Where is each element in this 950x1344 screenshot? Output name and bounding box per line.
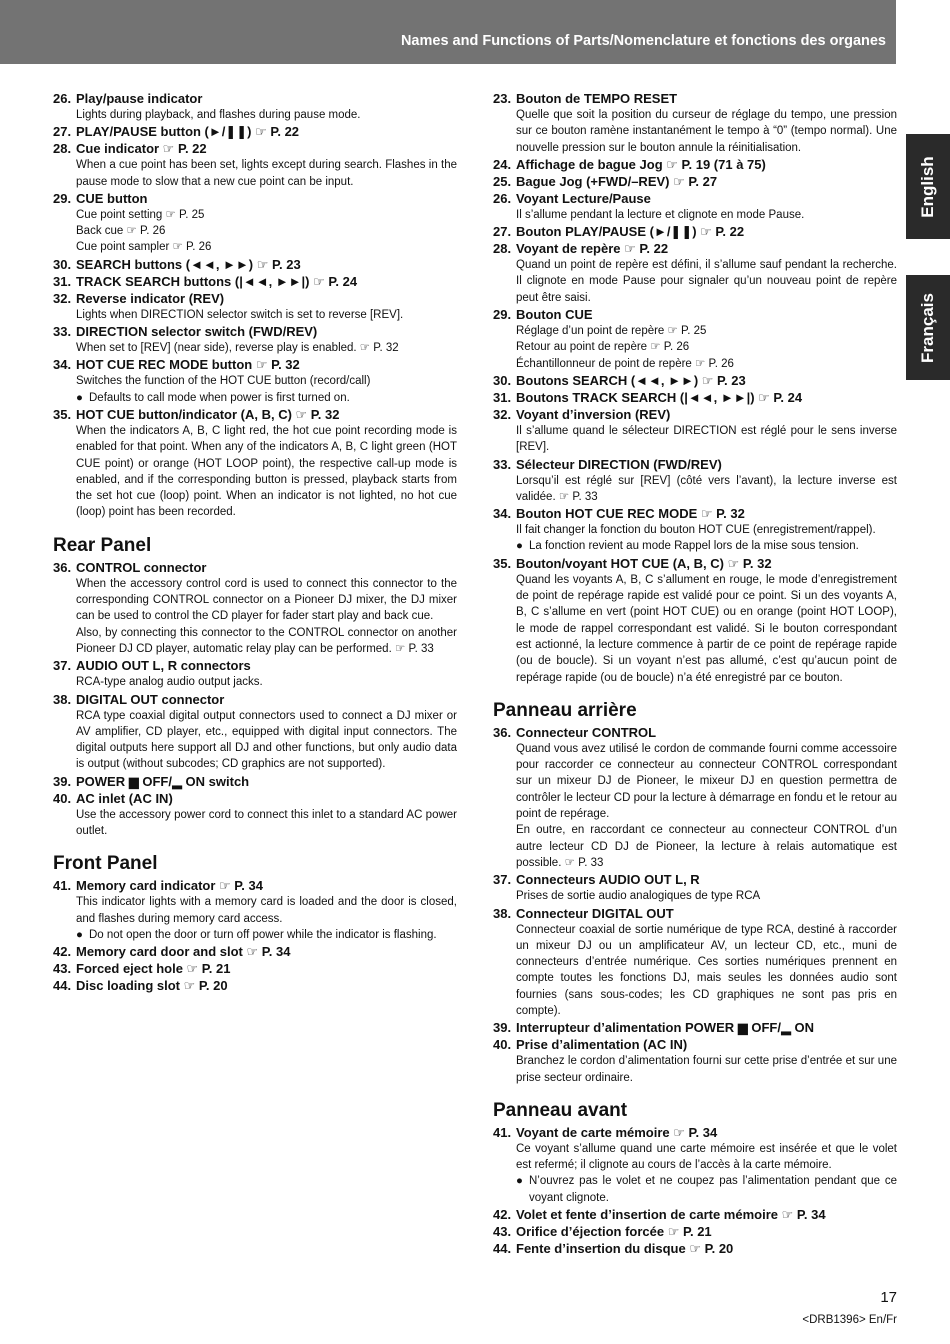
item-title: TRACK SEARCH buttons (|◄◄, ►►|) ☞ P. 24 bbox=[76, 273, 358, 289]
item-title: Memory card door and slot ☞ P. 34 bbox=[76, 944, 291, 960]
list-item bbox=[493, 389, 897, 406]
item-number: 39. bbox=[493, 1020, 512, 1036]
item-number: 32. bbox=[493, 406, 512, 422]
item-title-row bbox=[53, 977, 457, 994]
item-title: Interrupteur d’alimentation POWER ▆ OFF/▂ ON bbox=[516, 1020, 815, 1036]
item-number: 33. bbox=[53, 324, 72, 340]
list-item bbox=[53, 559, 457, 657]
item-number: 36. bbox=[53, 559, 72, 575]
item-title-row bbox=[493, 1206, 897, 1223]
item-number: 26. bbox=[53, 91, 72, 106]
item-title-row bbox=[493, 389, 897, 406]
item-title: Memory card indicator ☞ P. 34 bbox=[76, 878, 263, 894]
item-title: Bouton PLAY/PAUSE (►/❚❚) ☞ P. 22 bbox=[516, 224, 745, 240]
french-column bbox=[493, 90, 897, 1257]
item-title-row bbox=[493, 90, 897, 107]
item-number: 29. bbox=[493, 307, 512, 323]
item-title-row bbox=[493, 1124, 897, 1141]
item-description: Quand un point de repère est défini, il s’allume sauf pendant la recherche. Il clignote en mode Pause pour signaler qu’un nouveau point de repère peut être saisi. bbox=[516, 259, 897, 304]
item-title-row bbox=[493, 1019, 897, 1036]
bullet-note bbox=[516, 1173, 897, 1206]
item-title-row bbox=[493, 1240, 897, 1257]
list-item bbox=[53, 190, 457, 256]
item-title: Bouton de TEMPO RESET bbox=[516, 91, 678, 106]
item-title: HOT CUE REC MODE button ☞ P. 32 bbox=[76, 357, 300, 373]
list-item bbox=[53, 290, 457, 323]
item-title: Boutons TRACK SEARCH (|◄◄, ►►|) ☞ P. 24 bbox=[516, 389, 803, 405]
list-item bbox=[53, 273, 457, 290]
item-description: Use the accessory power cord to connect this inlet to a standard AC power outlet. bbox=[76, 808, 457, 838]
list-item bbox=[493, 240, 897, 306]
item-description: Cue point sampler ☞ P. 26 bbox=[76, 241, 212, 254]
item-title-row bbox=[493, 724, 897, 741]
item-title-row bbox=[53, 877, 457, 894]
item-title: Disc loading slot ☞ P. 20 bbox=[76, 978, 228, 994]
item-title-row bbox=[53, 790, 457, 807]
item-description: En outre, en raccordant ce connecteur au connecteur CONTROL d’un autre lecteur CD DJ de Pioneer, la lecture à relais automatique est possible. ☞ P. 33 bbox=[516, 824, 897, 869]
list-item bbox=[493, 173, 897, 190]
item-title: SEARCH buttons (◄◄, ►►) ☞ P. 23 bbox=[76, 256, 301, 272]
item-description: Lorsqu’il est réglé sur [REV] (côté vers l’avant), la lecture inverse est validée. ☞ P. 33 bbox=[516, 474, 897, 503]
item-number: 35. bbox=[53, 406, 72, 422]
list-item bbox=[493, 306, 897, 372]
bullet-note bbox=[76, 390, 457, 406]
item-number: 40. bbox=[493, 1037, 512, 1053]
item-description: This indicator lights with a memory card is loaded and the door is closed, and flashes during memory card access. bbox=[76, 896, 457, 925]
item-title-row bbox=[53, 140, 457, 157]
item-number: 37. bbox=[493, 872, 512, 888]
item-title: Bague Jog (+FWD/–REV) ☞ P. 27 bbox=[516, 173, 718, 189]
bullet-text: La fonction revient au mode Rappel lors de la mise sous tension. bbox=[529, 540, 859, 553]
item-title: Connecteurs AUDIO OUT L, R bbox=[516, 872, 700, 888]
item-title: DIGITAL OUT connector bbox=[76, 691, 225, 707]
item-description: Il s’allume quand le sélecteur DIRECTION est réglé pour le sens inverse [REV]. bbox=[516, 424, 897, 454]
tab-francais[interactable] bbox=[906, 275, 950, 380]
item-number: 42. bbox=[53, 944, 72, 960]
item-number: 34. bbox=[53, 357, 72, 373]
section-heading: Panneau arrière bbox=[493, 699, 637, 721]
tab-english[interactable] bbox=[906, 134, 950, 239]
item-description: Réglage d’un point de repère ☞ P. 25 bbox=[516, 325, 707, 338]
item-number: 26. bbox=[493, 190, 512, 206]
item-title-row bbox=[53, 691, 457, 708]
list-item bbox=[493, 1019, 897, 1036]
item-title-row bbox=[53, 323, 457, 340]
item-title: DIRECTION selector switch (FWD/REV) bbox=[76, 324, 318, 340]
bullet-note bbox=[516, 538, 897, 554]
item-title: Affichage de bague Jog ☞ P. 19 (71 à 75) bbox=[516, 156, 766, 172]
list-item bbox=[493, 372, 897, 389]
item-title: Cue indicator ☞ P. 22 bbox=[76, 141, 207, 157]
item-description: RCA-type analog audio output jacks. bbox=[76, 676, 263, 689]
item-description: Prises de sortie audio analogiques de type RCA bbox=[516, 890, 761, 903]
tab-english-label: English bbox=[918, 155, 937, 218]
item-title-row bbox=[53, 290, 457, 307]
item-number: 27. bbox=[53, 124, 72, 140]
item-description: Quand vous avez utilisé le cordon de commande fourni comme accessoire pour raccorder ce connecteur au connecteur CONTROL correspondant sur un mixeur DJ de Pioneer, le mixeur DJ en question permettra de contrôler le lecteur CD pour la lecture à démarrage en fondu et le retour au point de repérage. bbox=[516, 742, 897, 821]
item-title: Voyant d’inversion (REV) bbox=[516, 406, 671, 422]
bullet-icon: ● bbox=[76, 391, 83, 404]
item-title: AC inlet (AC IN) bbox=[76, 790, 173, 806]
item-description: Also, by connecting this connector to the CONTROL connector on another Pioneer DJ CD player, automatic relay play can be performed. ☞ P. 33 bbox=[76, 626, 457, 655]
tab-francais-label: Français bbox=[918, 292, 937, 363]
list-item bbox=[493, 406, 897, 456]
list-item bbox=[53, 90, 457, 123]
list-item bbox=[493, 1124, 897, 1206]
item-title: Prise d’alimentation (AC IN) bbox=[516, 1037, 688, 1053]
item-title-row bbox=[493, 156, 897, 173]
item-number: 44. bbox=[493, 1241, 512, 1257]
list-item bbox=[53, 943, 457, 960]
item-description: Lights during playback, and flashes during pause mode. bbox=[76, 109, 361, 121]
list-item bbox=[53, 877, 457, 943]
list-item bbox=[53, 406, 457, 521]
list-item bbox=[53, 773, 457, 790]
item-number: 28. bbox=[493, 241, 512, 257]
list-item bbox=[493, 190, 897, 223]
item-description: Retour au point de repère ☞ P. 26 bbox=[516, 341, 690, 354]
list-item bbox=[53, 657, 457, 690]
item-number: 38. bbox=[493, 905, 512, 921]
item-title: Sélecteur DIRECTION (FWD/REV) bbox=[516, 456, 722, 472]
item-number: 31. bbox=[53, 273, 72, 289]
list-item bbox=[493, 456, 897, 506]
bullet-text: N’ouvrez pas le volet et ne coupez pas l’alimentation pendant que ce voyant clignote. bbox=[529, 1175, 897, 1204]
item-number: 23. bbox=[493, 91, 512, 106]
item-title-row bbox=[493, 223, 897, 240]
item-title-row bbox=[53, 190, 457, 207]
bullet-icon: ● bbox=[516, 1175, 523, 1188]
item-number: 27. bbox=[493, 224, 512, 240]
item-title: Connecteur DIGITAL OUT bbox=[516, 905, 674, 921]
list-item bbox=[493, 1240, 897, 1257]
item-title-row bbox=[493, 173, 897, 190]
list-item bbox=[493, 505, 897, 555]
english-column bbox=[53, 90, 457, 994]
item-description: Lights when DIRECTION selector switch is set to reverse [REV]. bbox=[76, 308, 404, 321]
item-description: Il s’allume pendant la lecture et clignote en mode Pause. bbox=[516, 208, 805, 221]
item-title: PLAY/PAUSE button (►/❚❚) ☞ P. 22 bbox=[76, 124, 300, 140]
item-title: Forced eject hole ☞ P. 21 bbox=[76, 961, 231, 977]
item-description: Échantillonneur de point de repère ☞ P. 26 bbox=[516, 357, 734, 370]
document-code: <DRB1396> En/Fr bbox=[802, 1314, 897, 1326]
list-item bbox=[53, 790, 457, 840]
section-heading: Rear Panel bbox=[53, 534, 152, 556]
item-number: 42. bbox=[493, 1207, 512, 1223]
item-title-row bbox=[53, 256, 457, 273]
item-title-row bbox=[53, 657, 457, 674]
list-item bbox=[493, 724, 897, 871]
item-title-row bbox=[493, 505, 897, 522]
list-item bbox=[493, 555, 897, 686]
list-item bbox=[53, 123, 457, 140]
item-number: 29. bbox=[53, 190, 72, 206]
item-title: Play/pause indicator bbox=[76, 91, 203, 106]
bullet-icon: ● bbox=[76, 928, 83, 941]
list-item bbox=[53, 691, 457, 773]
item-title-row bbox=[493, 905, 897, 922]
item-title-row bbox=[493, 240, 897, 257]
bullet-icon: ● bbox=[516, 540, 523, 553]
list-item bbox=[53, 356, 457, 406]
header-bar bbox=[0, 0, 896, 64]
item-title-row bbox=[493, 555, 897, 572]
item-description: Switches the function of the HOT CUE button (record/call) bbox=[76, 375, 371, 388]
item-title: Connecteur CONTROL bbox=[516, 724, 657, 740]
item-number: 39. bbox=[53, 773, 72, 789]
list-item bbox=[493, 156, 897, 173]
item-title-row bbox=[53, 356, 457, 373]
item-title: Boutons SEARCH (◄◄, ►►) ☞ P. 23 bbox=[516, 372, 746, 388]
item-description: Quand les voyants A, B, C s’allument en rouge, le mode d’enregistrement de point de repérage rapide est validé pour ce point. Si un des voyants A, B, C s’allume en vert (point HOT CUE) ou en orange (point HOT LOOP), le mode de rappel correspondant est validé. Si le bouton correspondant est actionné, la lecture commence à partir de ce point de repérage rapide (ou de boucle). Si un voyant n’est pas allumé, c’est qu’aucun point de repérage rapide (ou de boucle) n’a été enregistré par ce bouton. bbox=[516, 573, 897, 684]
item-title-row bbox=[53, 273, 457, 290]
item-description: Ce voyant s’allume quand une carte mémoire est insérée et que le volet est refermé; il clignote au cours de l’accès à la carte mémoire. bbox=[516, 1142, 897, 1172]
item-description: When the indicators A, B, C light red, the hot cue point recording mode is enabled for that point. When any of the indicators A, B, C light green (HOT CUE point) or orange (HOT LOOP point), the respective call-up mode is enabled, and if the corresponding button is pressed, playback starts from the set hot cue (loop) point. When an indicator is not lighted, no hot cue (loop) point has been recorded. bbox=[76, 424, 457, 519]
item-number: 28. bbox=[53, 141, 72, 157]
item-description: Branchez le cordon d’alimentation fourni sur cette prise d’entrée et sur une prise secteur ordinaire. bbox=[516, 1055, 897, 1084]
item-title-row bbox=[53, 90, 457, 107]
item-number: 40. bbox=[53, 790, 72, 806]
item-title: Bouton/voyant HOT CUE (A, B, C) ☞ P. 32 bbox=[516, 555, 772, 571]
item-title-row bbox=[493, 406, 897, 423]
item-title-row bbox=[493, 1223, 897, 1240]
item-number: 32. bbox=[53, 290, 72, 306]
item-number: 30. bbox=[53, 256, 72, 272]
item-number: 31. bbox=[493, 389, 512, 405]
item-description: Connecteur coaxial de sortie numérique de type RCA, destiné à raccorder un mixeur DJ ou un amplificateur AV, un lecteur CD, etc., muni de connecteurs d’entrée numérique. Ces sorties numériques prennent en compte toutes les fonctions DJ, mais seules les données audio sont fournies (sans sous-codes; les CD graphiques ne sont pas pris en compte). bbox=[516, 923, 897, 1017]
item-title: Reverse indicator (REV) bbox=[76, 290, 225, 306]
item-number: 41. bbox=[53, 878, 72, 894]
list-item bbox=[53, 977, 457, 994]
item-description: RCA type coaxial digital output connectors used to connect a DJ mixer or AV amplifier, CD player, etc., equipped with digital input connectors. The digital outputs here support all DJ and other functions, but only audio data is output (without subcodes; CD graphics are not supported). bbox=[76, 709, 457, 771]
list-item bbox=[493, 223, 897, 240]
item-title-row bbox=[493, 306, 897, 323]
item-title-row bbox=[493, 372, 897, 389]
item-title: AUDIO OUT L, R connectors bbox=[76, 658, 251, 674]
list-item bbox=[493, 1206, 897, 1223]
item-title-row bbox=[53, 943, 457, 960]
item-title: Voyant Lecture/Pause bbox=[516, 190, 651, 206]
item-number: 37. bbox=[53, 658, 72, 674]
item-title: POWER ▆ OFF/▂ ON switch bbox=[76, 773, 250, 789]
item-title-row bbox=[53, 960, 457, 977]
item-number: 34. bbox=[493, 506, 512, 522]
item-number: 24. bbox=[493, 156, 512, 172]
item-description: Quelle que soit la position du curseur de réglage du tempo, une pression sur ce bouton ramène instantanément le tempo à “0” (tempo normal). Une nouvelle pression sur le bouton annule la réinitialisation. bbox=[516, 109, 897, 154]
item-number: 35. bbox=[493, 555, 512, 571]
bullet-note bbox=[76, 927, 457, 943]
item-title: CONTROL connector bbox=[76, 559, 207, 575]
item-description: When the accessory control cord is used to connect this connector to the corresponding CONTROL connector on a Pioneer DJ mixer, the DJ mixer can be used to control the CD player for fader start play and back cue. bbox=[76, 577, 457, 623]
list-item bbox=[493, 871, 897, 904]
item-title: CUE button bbox=[76, 190, 148, 206]
item-description: When set to [REV] (near side), reverse play is enabled. ☞ P. 32 bbox=[76, 342, 399, 355]
item-title-row bbox=[493, 190, 897, 207]
item-title: Voyant de carte mémoire ☞ P. 34 bbox=[516, 1124, 718, 1140]
item-number: 36. bbox=[493, 724, 512, 740]
item-title: Bouton CUE bbox=[516, 307, 593, 323]
item-description: Back cue ☞ P. 26 bbox=[76, 225, 166, 238]
item-title: Bouton HOT CUE REC MODE ☞ P. 32 bbox=[516, 506, 745, 522]
list-item bbox=[53, 140, 457, 190]
item-number: 43. bbox=[53, 961, 72, 977]
item-description: Cue point setting ☞ P. 25 bbox=[76, 208, 205, 221]
page-number: 17 bbox=[880, 1289, 897, 1306]
bullet-text: Defaults to call mode when power is first turned on. bbox=[89, 391, 350, 404]
section-heading: Panneau avant bbox=[493, 1099, 628, 1121]
item-number: 30. bbox=[493, 372, 512, 388]
item-number: 38. bbox=[53, 691, 72, 707]
list-item bbox=[53, 960, 457, 977]
item-title: HOT CUE button/indicator (A, B, C) ☞ P. 32 bbox=[76, 406, 340, 422]
section-heading: Front Panel bbox=[53, 853, 158, 875]
item-description: When a cue point has been set, lights except during search. Flashes in the pause mode to slow that a new cue point can be input. bbox=[76, 159, 457, 188]
item-title-row bbox=[53, 559, 457, 576]
item-number: 25. bbox=[493, 173, 512, 189]
item-number: 44. bbox=[53, 978, 72, 994]
item-title: Fente d’insertion du disque ☞ P. 20 bbox=[516, 1241, 734, 1257]
bullet-text: Do not open the door or turn off power while the indicator is flashing. bbox=[89, 928, 437, 941]
list-item bbox=[493, 1223, 897, 1240]
item-description: Il fait changer la fonction du bouton HOT CUE (enregistrement/rappel). bbox=[516, 524, 876, 537]
item-number: 41. bbox=[493, 1124, 512, 1140]
item-title-row bbox=[493, 871, 897, 888]
item-title: Volet et fente d’insertion de carte mémoire ☞ P. 34 bbox=[516, 1207, 826, 1223]
list-item bbox=[493, 90, 897, 156]
item-title: Voyant de repère ☞ P. 22 bbox=[516, 241, 669, 257]
item-title-row bbox=[493, 1036, 897, 1053]
item-title: Orifice d’éjection forcée ☞ P. 21 bbox=[516, 1224, 712, 1240]
item-title-row bbox=[53, 406, 457, 423]
header-title: Names and Functions of Parts/Nomenclature et fonctions des organes bbox=[400, 33, 886, 49]
item-title-row bbox=[53, 123, 457, 140]
item-number: 33. bbox=[493, 456, 512, 472]
list-item bbox=[53, 323, 457, 356]
item-number: 43. bbox=[493, 1224, 512, 1240]
list-item bbox=[493, 1036, 897, 1086]
list-item bbox=[53, 256, 457, 273]
item-title-row bbox=[53, 773, 457, 790]
list-item bbox=[493, 905, 897, 1020]
item-title-row bbox=[493, 456, 897, 473]
